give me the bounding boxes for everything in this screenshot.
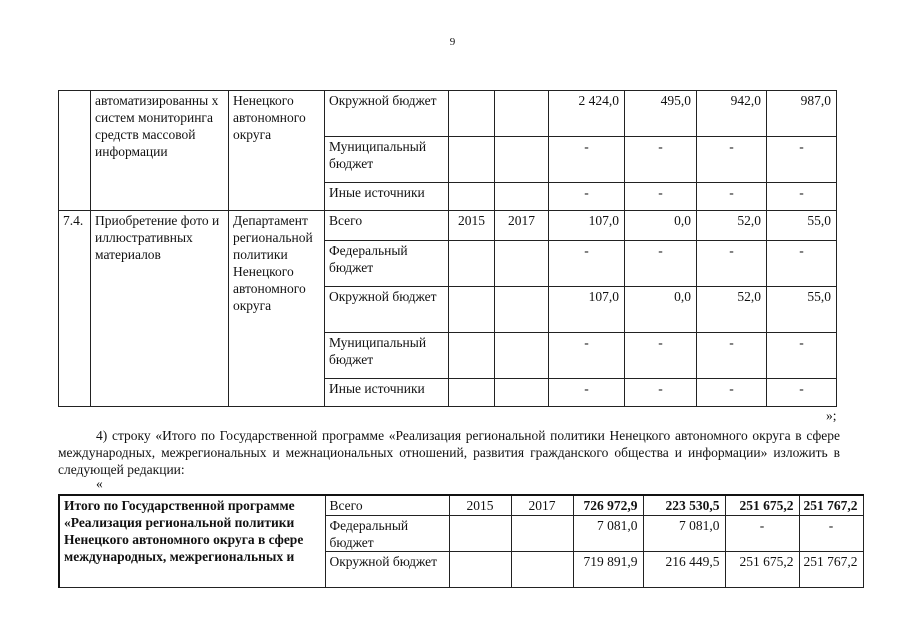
value-total: 107,0 [549,211,625,241]
value-total: - [549,379,625,407]
value-2017: 55,0 [767,287,837,333]
start-year [449,333,495,379]
row-number [59,91,91,211]
start-year [449,551,511,587]
funding-source: Всего [325,211,449,241]
measure-name: Приобретение фото и иллюстративных материалов [91,211,229,407]
end-year [495,241,549,287]
program-total-title: Итого по Государственной программе «Реализация региональной политики Ненецкого автономного округа в сфере международных, межрегиональных и [59,495,325,587]
funding-source: Окружной бюджет [325,287,449,333]
value-2015: 0,0 [625,211,697,241]
executor: Ненецкого автономного округа [229,91,325,211]
end-year [511,515,573,551]
value-2015: - [625,137,697,183]
measure-name: автоматизированны х систем мониторинга средств массовой информации [91,91,229,211]
end-year [511,551,573,587]
end-year [495,333,549,379]
start-year [449,515,511,551]
value-2016: - [697,137,767,183]
end-year [495,287,549,333]
table-row [59,91,837,137]
value-total: - [549,137,625,183]
end-year: 2017 [511,495,573,515]
start-year [449,91,495,137]
value-2017: - [799,515,863,551]
value-2016: 52,0 [697,287,767,333]
value-2017: - [767,379,837,407]
page-number: 9 [449,36,456,48]
value-2017: - [767,241,837,287]
funding-source: Федеральный бюджет [325,241,449,287]
start-year [449,183,495,211]
value-2015: - [625,241,697,287]
table-row [59,211,837,241]
value-2015: 0,0 [625,287,697,333]
funding-source: Федеральный бюджет [325,515,449,551]
value-2016: 251 675,2 [725,551,799,587]
row-number: 7.4. [59,211,91,407]
value-2017: 251 767,2 [799,551,863,587]
start-year [449,287,495,333]
opening-quote-mark: « [96,476,103,491]
value-total: - [549,333,625,379]
table-row [59,495,863,515]
end-year [495,91,549,137]
funding-source: Муниципальный бюджет [325,137,449,183]
end-year [495,183,549,211]
closing-quote-mark: »; [826,408,837,423]
value-2017: - [767,137,837,183]
funding-source: Иные источники [325,183,449,211]
budget-table-top [58,90,837,407]
start-year [449,137,495,183]
value-total: 719 891,9 [573,551,643,587]
value-2017: 55,0 [767,211,837,241]
value-2016: - [725,515,799,551]
end-year [495,137,549,183]
value-2015: 7 081,0 [643,515,725,551]
value-2016: - [697,183,767,211]
value-2016: - [697,379,767,407]
start-year: 2015 [449,211,495,241]
funding-source: Всего [325,495,449,515]
funding-source: Окружной бюджет [325,551,449,587]
executor: Департамент региональной политики Ненецкого автономного округа [229,211,325,407]
value-2015: 223 530,5 [643,495,725,515]
funding-source: Окружной бюджет [325,91,449,137]
program-total-table [58,494,864,588]
end-year [495,379,549,407]
value-total: - [549,183,625,211]
value-total: 2 424,0 [549,91,625,137]
value-2017: 987,0 [767,91,837,137]
funding-source: Муниципальный бюджет [325,333,449,379]
value-total: 107,0 [549,287,625,333]
value-2016: 52,0 [697,211,767,241]
funding-source: Иные источники [325,379,449,407]
value-2016: - [697,333,767,379]
value-2015: - [625,333,697,379]
start-year: 2015 [449,495,511,515]
value-total: 726 972,9 [573,495,643,515]
value-2017: - [767,333,837,379]
value-2015: 216 449,5 [643,551,725,587]
value-total: - [549,241,625,287]
value-2016: 251 675,2 [725,495,799,515]
value-2016: - [697,241,767,287]
value-2017: 251 767,2 [799,495,863,515]
start-year [449,379,495,407]
value-2015: - [625,379,697,407]
value-2015: - [625,183,697,211]
end-year: 2017 [495,211,549,241]
value-2016: 942,0 [697,91,767,137]
value-total: 7 081,0 [573,515,643,551]
start-year [449,241,495,287]
value-2015: 495,0 [625,91,697,137]
amendment-paragraph: 4) строку «Итого по Государственной программе «Реализация региональной политики Ненецкого автономного округа в сфере международных, межрегиональных и межнациональных отношений, развития гражданского общества и информации» изложить в следующей редакции: [58,428,840,477]
value-2017: - [767,183,837,211]
